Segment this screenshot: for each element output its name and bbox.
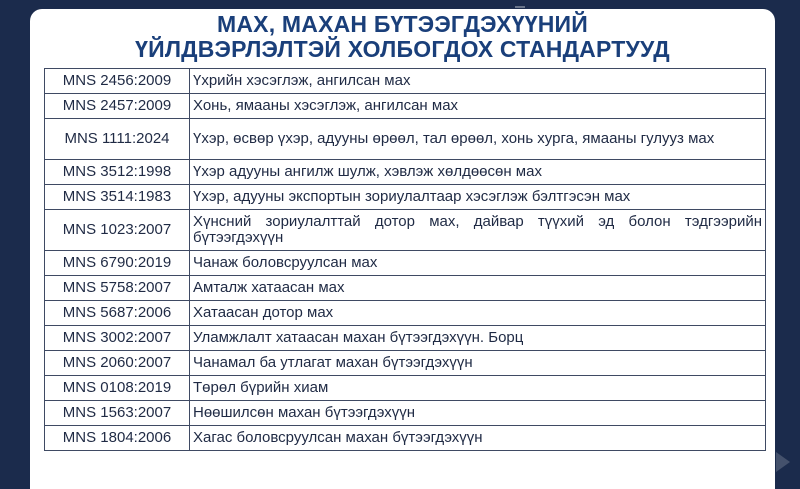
standard-code: MNS 5687:2006: [45, 301, 190, 326]
background-decoration: [515, 0, 525, 8]
title-line-2: ҮЙЛДВЭРЛЭЛТЭЙ ХОЛБОГДОХ СТАНДАРТУУД: [135, 36, 670, 62]
standard-description: Хагас боловсруулсан махан бүтээгдэхүүн: [190, 426, 766, 451]
background-arrow-decoration: [776, 452, 790, 472]
table-row: [45, 210, 766, 251]
standard-description: Төрөл бүрийн хиам: [190, 376, 766, 401]
standard-description: Нөөшилсөн махан бүтээгдэхүүн: [190, 401, 766, 426]
standard-description: Уламжлалт хатаасан махан бүтээгдэхүүн. Борц: [190, 326, 766, 351]
standard-code: MNS 2060:2007: [45, 351, 190, 376]
standard-code: MNS 3002:2007: [45, 326, 190, 351]
standard-description: Үхэр, адууны экспортын зориулалтаар хэсэглэж бэлтгэсэн мах: [190, 185, 766, 210]
standard-code: MNS 3512:1998: [45, 160, 190, 185]
standard-description: Амталж хатаасан мах: [190, 276, 766, 301]
standards-table: [44, 68, 766, 451]
standard-code: MNS 2457:2009: [45, 94, 190, 119]
table-row: [45, 94, 766, 119]
page-title: [30, 9, 775, 62]
standard-description: Хонь, ямааны хэсэглэж, ангилсан мах: [190, 94, 766, 119]
table-row: [45, 119, 766, 160]
standard-code: MNS 5758:2007: [45, 276, 190, 301]
standard-description: Чанамал ба утлагат махан бүтээгдэхүүн: [190, 351, 766, 376]
standard-description: Үхэр адууны ангилж шулж, хэвлэж хөлдөөсөн мах: [190, 160, 766, 185]
standard-code: MNS 1563:2007: [45, 401, 190, 426]
table-row: [45, 69, 766, 94]
standard-code: MNS 1111:2024: [45, 119, 190, 160]
table-row: [45, 426, 766, 451]
table-row: [45, 326, 766, 351]
standard-description: Чанаж боловсруулсан мах: [190, 251, 766, 276]
table-row: [45, 185, 766, 210]
standard-description: Үхэр, өсвөр үхэр, адууны өрөөл, тал өрөөл, хонь хурга, ямааны гулууз мах: [190, 119, 766, 160]
standard-code: MNS 6790:2019: [45, 251, 190, 276]
standard-code: MNS 2456:2009: [45, 69, 190, 94]
table-row: [45, 351, 766, 376]
content-card: [30, 9, 775, 489]
standard-description: Хүнсний зориулалттай дотор мах, дайвар түүхий эд болон тэдгээрийн бүтээгдэхүүн: [190, 210, 766, 251]
table-row: [45, 301, 766, 326]
standard-code: MNS 3514:1983: [45, 185, 190, 210]
standard-description: Үхрийн хэсэглэж, ангилсан мах: [190, 69, 766, 94]
title-line-1: МАХ, МАХАН БҮТЭЭГДЭХҮҮНИЙ: [217, 11, 588, 37]
standard-code: MNS 1804:2006: [45, 426, 190, 451]
table-row: [45, 160, 766, 185]
standard-code: MNS 1023:2007: [45, 210, 190, 251]
table-row: [45, 276, 766, 301]
table-row: [45, 251, 766, 276]
table-row: [45, 376, 766, 401]
standard-code: MNS 0108:2019: [45, 376, 190, 401]
standard-description: Хатаасан дотор мах: [190, 301, 766, 326]
table-row: [45, 401, 766, 426]
